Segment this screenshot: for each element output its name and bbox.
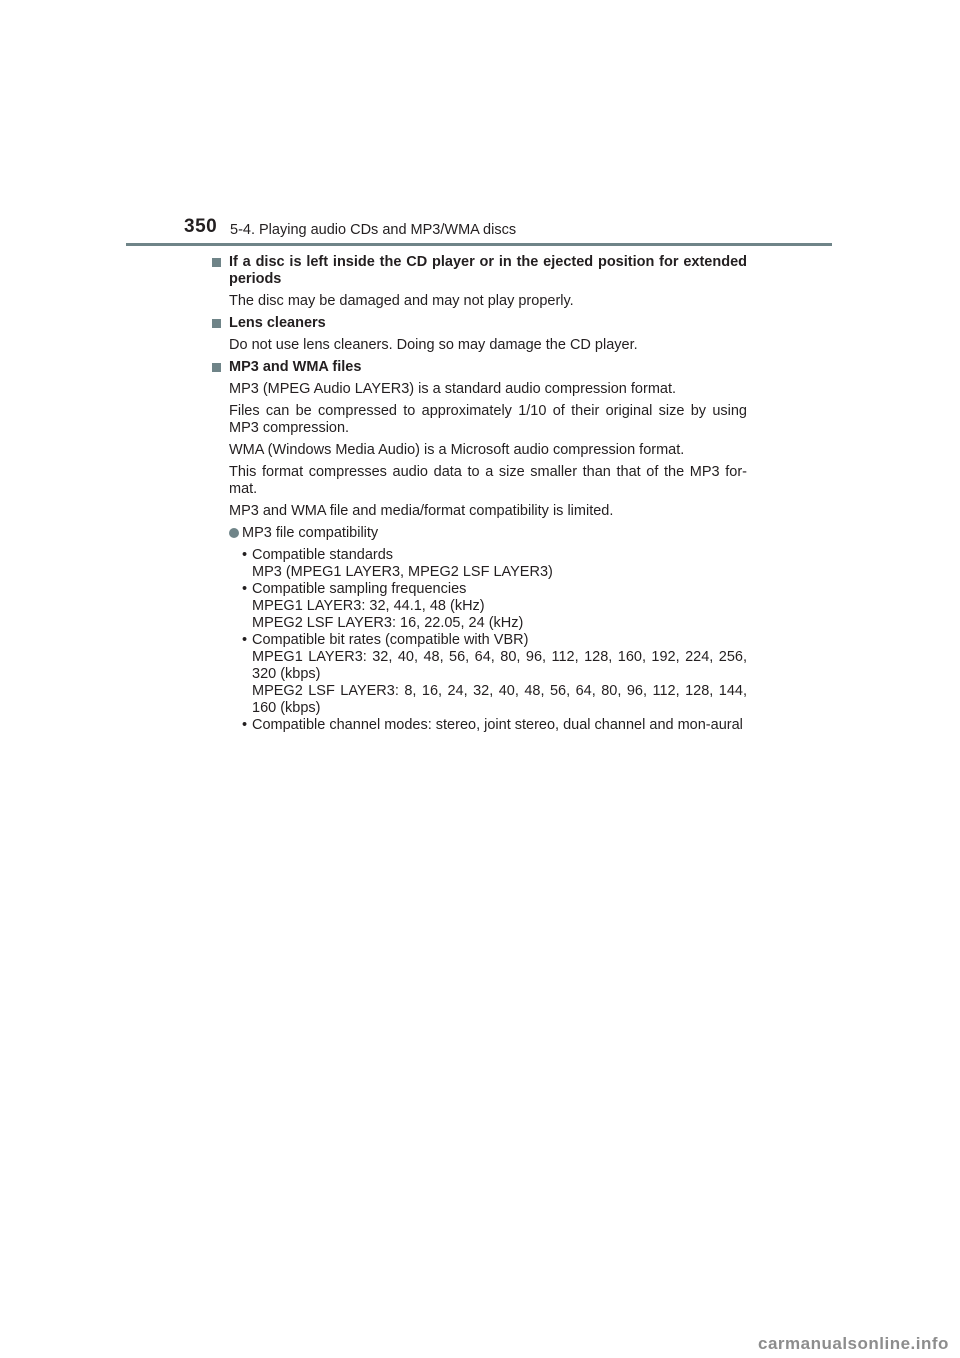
compatibility-title: MP3 file compatibility: [212, 525, 747, 542]
compatibility-list: [212, 547, 747, 734]
dot-bullet-icon: •: [242, 632, 248, 648]
page-number: 350: [184, 216, 218, 237]
section-title: 5-4. Playing audio CDs and MP3/WMA discs: [230, 222, 517, 238]
header-rule: [126, 243, 832, 246]
section-heading: Lens cleaners: [212, 315, 747, 332]
paragraph: This format compresses audio data to a size smaller than that of the MP3 for-mat.: [229, 464, 747, 497]
paragraph: The disc may be damaged and may not play properly.: [229, 293, 574, 309]
dot-bullet-icon: •: [242, 717, 248, 733]
section-heading: If a disc is left inside the CD player or in the ejected position for extended periods: [212, 254, 747, 288]
square-bullet-icon: [212, 363, 221, 372]
list-item: • Compatible channel modes: stereo, joint stereo, dual channel and mon-aural: [242, 717, 743, 733]
square-bullet-icon: [212, 258, 221, 267]
section-lens-cleaners: [212, 315, 747, 354]
paragraph: Do not use lens cleaners. Doing so may damage the CD player.: [229, 337, 638, 353]
round-bullet-icon: [229, 528, 239, 538]
paragraph: MP3 (MPEG Audio LAYER3) is a standard audio compression format.: [229, 381, 677, 397]
list-item: • Compatible sampling frequencies MPEG1 LAYER3: 32, 44.1, 48 (kHz) MPEG2 LSF LAYER3: 16, 22.05, 24 (kHz): [242, 581, 524, 631]
dot-bullet-icon: •: [242, 547, 248, 563]
list-item: • Compatible standards MP3 (MPEG1 LAYER3, MPEG2 LSF LAYER3): [242, 547, 553, 580]
page-header: [0, 0, 960, 250]
section-disc-left-inside: [212, 254, 747, 310]
page-content: [212, 254, 747, 739]
section-mp3-wma-files: [212, 359, 747, 734]
paragraph: MP3 and WMA file and media/format compatibility is limited.: [229, 503, 614, 519]
square-bullet-icon: [212, 319, 221, 328]
dot-bullet-icon: •: [242, 581, 248, 597]
section-heading: MP3 and WMA files: [212, 359, 747, 376]
paragraph: WMA (Windows Media Audio) is a Microsoft audio compression format.: [229, 442, 685, 458]
paragraph: Files can be compressed to approximately 1/10 of their original size by using MP3 compression.: [229, 403, 747, 436]
list-item: • Compatible bit rates (compatible with VBR) MPEG1 LAYER3: 32, 40, 48, 56, 64, 80, 96, 112, 128, 160, 192, 224, 256, 320 (kbps) MPEG2 LSF LAYER3: 8, 16, 24, 32, 40, 48, 56, 64, 80, 96, 112, 128, 144, 160 (kbps): [242, 632, 747, 716]
site-watermark: carmanualsonline.info: [758, 1334, 949, 1353]
